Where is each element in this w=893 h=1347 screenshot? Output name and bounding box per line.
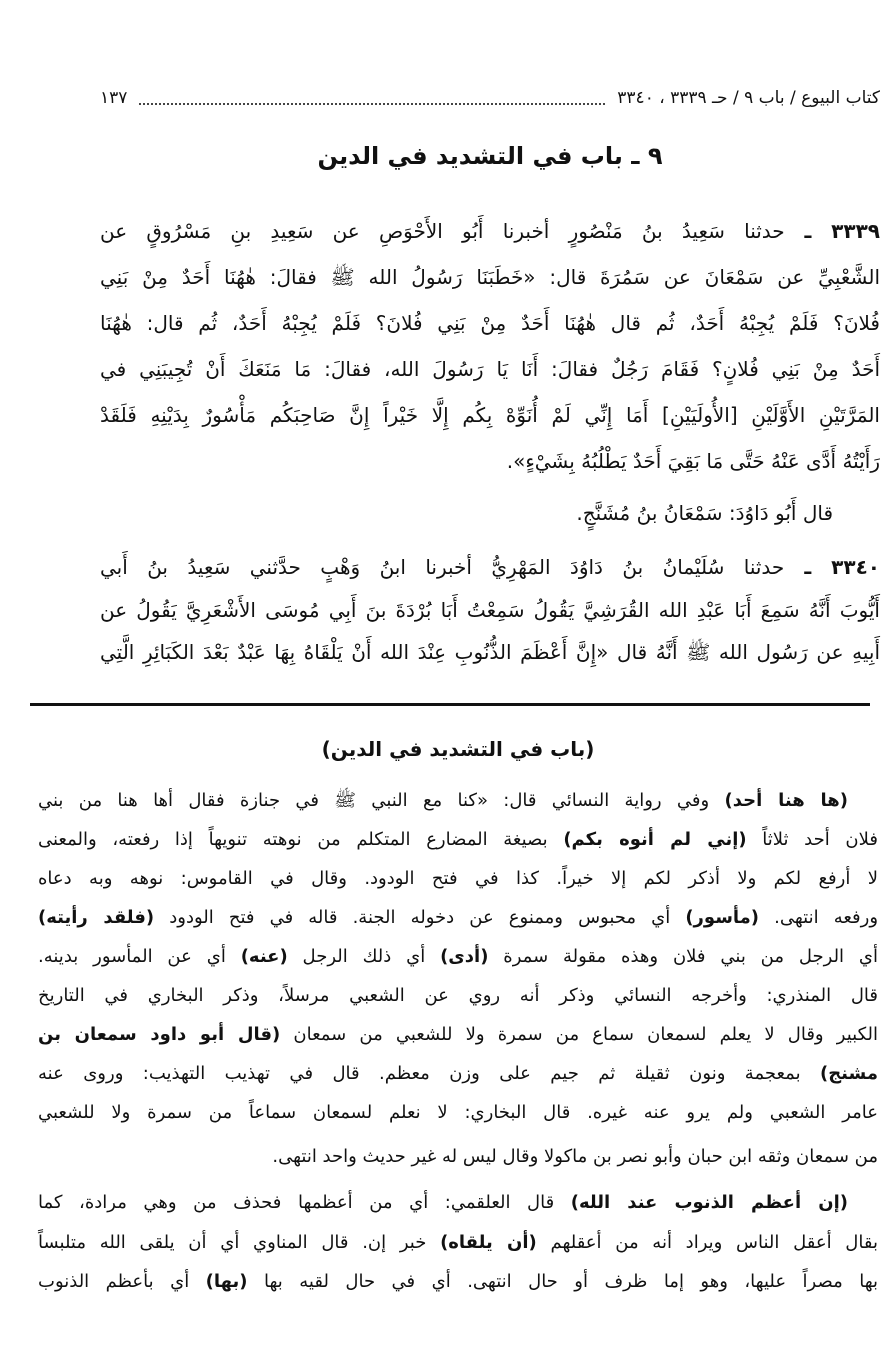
header-book-reference: كتاب البيوع / باب ٩ / حـ ٣٣٣٩ ، ٣٣٤٠ — [617, 88, 880, 108]
bold-lemma: (مأسور) — [685, 907, 760, 928]
commentary-line — [38, 1225, 878, 1261]
bold-lemma: (فلقد رأيته) — [38, 907, 155, 928]
bold-lemma: (إني لم أنوه بكم) — [563, 829, 747, 850]
commentary-line — [38, 1017, 878, 1053]
running-header — [100, 84, 880, 112]
commentary-line — [38, 822, 878, 858]
text-segment: أَحَدٌ مِنْ بَنِي فُلانٍ؟ فَقَامَ رَجُلٌ فقالَ: أَنَا يَا رَسُولَ الله، فقالَ: مَا مَنَعَكَ أَنْ تُجِيبَنِي في — [100, 357, 880, 381]
footnote-separator — [30, 703, 870, 706]
text-segment: بمعجمة ونون ثقيلة ثم جيم على وزن معظم. قال في تهذيب التهذيب: وروى عنه — [38, 1063, 820, 1084]
text-segment: بها مصراً عليها، وهو إما ظرف أو حال انتهى. أي في حال لقيه بها — [247, 1271, 879, 1292]
text-segment: المَرَّتَيْنِ الأَوَّلَيْنِ [الأُولَيَيْنِ] أَمَا إِنِّي لَمْ أُنَوِّهْ بِكُم إِلَّا خَيْراً إِنَّ صَاحِبَكُم مَأْسُورٌ بِدَيْنِهِ فَلَقَدْ — [100, 403, 880, 427]
hadith-line — [100, 257, 880, 297]
chapter-title-text: في التشديد في الدين — [317, 142, 573, 170]
bold-lemma: (بها) — [205, 1271, 248, 1292]
text-segment: حدثنا سُلَيْمانُ بنُ دَاوُدَ المَهْرِيُّ أخبرنا ابنُ وَهْبٍ حدَّثني سَعِيدُ بنُ أَبي — [100, 555, 785, 579]
bold-lemma: ٣٣٣٩ ـ — [784, 219, 880, 243]
text-segment: ورفعه انتهى. — [759, 907, 879, 928]
text-segment: عامر الشعبي ولم يرو عنه غيره. قال البخاري: لا نعلم لسمعان سماعاً من سمرة ولا للشعبي — [38, 1102, 878, 1123]
commentary-line — [38, 978, 878, 1014]
bold-lemma: (أدى) — [440, 946, 489, 967]
commentary-line — [38, 861, 878, 897]
commentary-line — [38, 1095, 878, 1131]
text-segment: لا أرفع لكم ولا أذكر لكم إلا خيراً. كذا في فتح الودود. وقال في القاموس: نوهه وبه دعاه — [38, 868, 878, 889]
text-segment: أي بأعظم الذنوب — [38, 1271, 206, 1292]
text-segment: أي ذلك الرجل — [287, 946, 441, 967]
bold-lemma: (قال أبو داود سمعان بن — [38, 1024, 281, 1045]
bold-lemma: (أن يلقاه) — [440, 1232, 537, 1253]
commentary-title: (باب في التشديد في الدين) — [321, 737, 595, 761]
page-number: ١٣٧ — [100, 88, 128, 108]
text-segment: فُلانَ؟ فَلَمْ يُجِبْهُ أَحَدٌ، ثُم قال هٰهُنَا أَحَدٌ مِنْ بَنِي فُلانَ؟ فَلَمْ يُجِبْهُ أَحَدٌ، ثُم قال: هٰهُنَا — [100, 311, 880, 335]
commentary-line — [38, 939, 878, 975]
commentary-line — [38, 783, 848, 819]
hadith-line — [100, 303, 880, 343]
text-segment: حدثنا سَعِيدُ بنُ مَنْصُورٍ أخبرنا أَبُو الأَحْوَصِ عن سَعِيدِ بنِ مَسْرُوقٍ عن — [100, 219, 785, 243]
hadith-line — [113, 493, 833, 533]
bold-lemma: مشنج) — [819, 1063, 878, 1084]
hadith-line — [100, 395, 880, 435]
commentary-line — [38, 1139, 878, 1175]
text-segment: الكبير وقال لا يعلم لسمعان سماع من سمرة ولا للشعبي من سمعان — [280, 1024, 878, 1045]
text-segment: أَيُّوبَ أَنَّهُ سَمِعَ أَبَا عَبْدِ الله القُرَشِيَّ يَقُولُ سَمِعْتُ أَبَا بُرْدَةَ بنَ أَبِي مُوسَى الأَشْعَرِيَّ يَقُولُ عن — [100, 598, 880, 622]
bold-lemma: (إن أعظم الذنوب عند الله) — [570, 1192, 849, 1213]
text-segment: وفي رواية النسائي قال: «كنا مع النبي ﷺ في جنازة فقال أها هنا من بني — [38, 790, 725, 811]
text-segment: خبر إن. قال المناوي أي أن يلقى الله متلبساً — [38, 1232, 441, 1253]
text-segment: قال المنذري: وأخرجه النسائي وذكر أنه روي عن الشعبي مرسلاً، وذكر البخاري في التاريخ — [38, 985, 878, 1006]
text-segment: بقال أعقل الناس ويراد أنه من أعقلهم — [536, 1232, 878, 1253]
chapter-title — [100, 142, 880, 170]
hadith-line — [100, 211, 880, 251]
hadith-line — [100, 632, 880, 672]
commentary-line — [38, 1185, 848, 1221]
hadith-line — [100, 547, 880, 587]
commentary-line — [38, 1056, 878, 1092]
text-segment: بصيغة المضارع المتكلم من نوهته تنويهاً إذا رفعته، والمعنى — [38, 829, 564, 850]
text-segment: أي محبوس وممنوع عن دخوله الجنة. قاله في فتح الودود — [154, 907, 686, 928]
bold-lemma: (ها هنا أحد) — [724, 790, 848, 811]
text-segment: قال أَبُو دَاوُدَ: سَمْعَانُ بنُ مُشَنَّجٍ. — [576, 501, 833, 525]
hadith-line — [100, 349, 880, 389]
header-dot-leader — [139, 91, 605, 105]
text-segment: الشَّعْبِيِّ عن سَمْعَانَ عن سَمُرَةَ قال: «خَطَبَنَا رَسُولُ الله ﷺ فقالَ: هٰهُنَا أَحَدٌ مِنْ بَنِي — [100, 265, 880, 289]
commentary-line — [38, 900, 878, 936]
text-segment: فلان أحد ثلاثاً — [746, 829, 878, 850]
bold-lemma: ٣٣٤٠ ـ — [784, 555, 880, 579]
chapter-word: باب — [580, 142, 623, 170]
text-segment: رَأَيْتُهُ أَدَّى عَنْهُ حَتَّى مَا بَقِيَ أَحَدٌ يَطْلُبُهُ بِشَيْءٍ». — [506, 449, 880, 473]
commentary-line — [38, 1264, 878, 1300]
text-segment: أي عن المأسور بدينه. — [38, 946, 241, 967]
text-segment: أَبِيهِ عن رَسُول الله ﷺ أَنَّهُ قال «إِنَّ أَعْظَمَ الذُّنُوبِ عِنْدَ الله أَنْ يَلْقَاهُ بِهَا عَبْدٌ بَعْدَ الكَبَائِرِ الَّتِي — [100, 640, 880, 664]
text-segment: أي الرجل من بني فلان وهذه مقولة سمرة — [488, 946, 879, 967]
hadith-line — [100, 441, 880, 481]
text-segment: قال العلقمي: أي من أعظمها فحذف من وهي مرادة، كما — [38, 1192, 571, 1213]
chapter-number: ٩ ـ — [631, 142, 663, 170]
text-segment: من سمعان وثقه ابن حبان وأبو نصر بن ماكولا وقال ليس له غير حديث واحد انتهى. — [272, 1146, 878, 1167]
hadith-line — [100, 590, 880, 630]
bold-lemma: (عنه) — [240, 946, 288, 967]
